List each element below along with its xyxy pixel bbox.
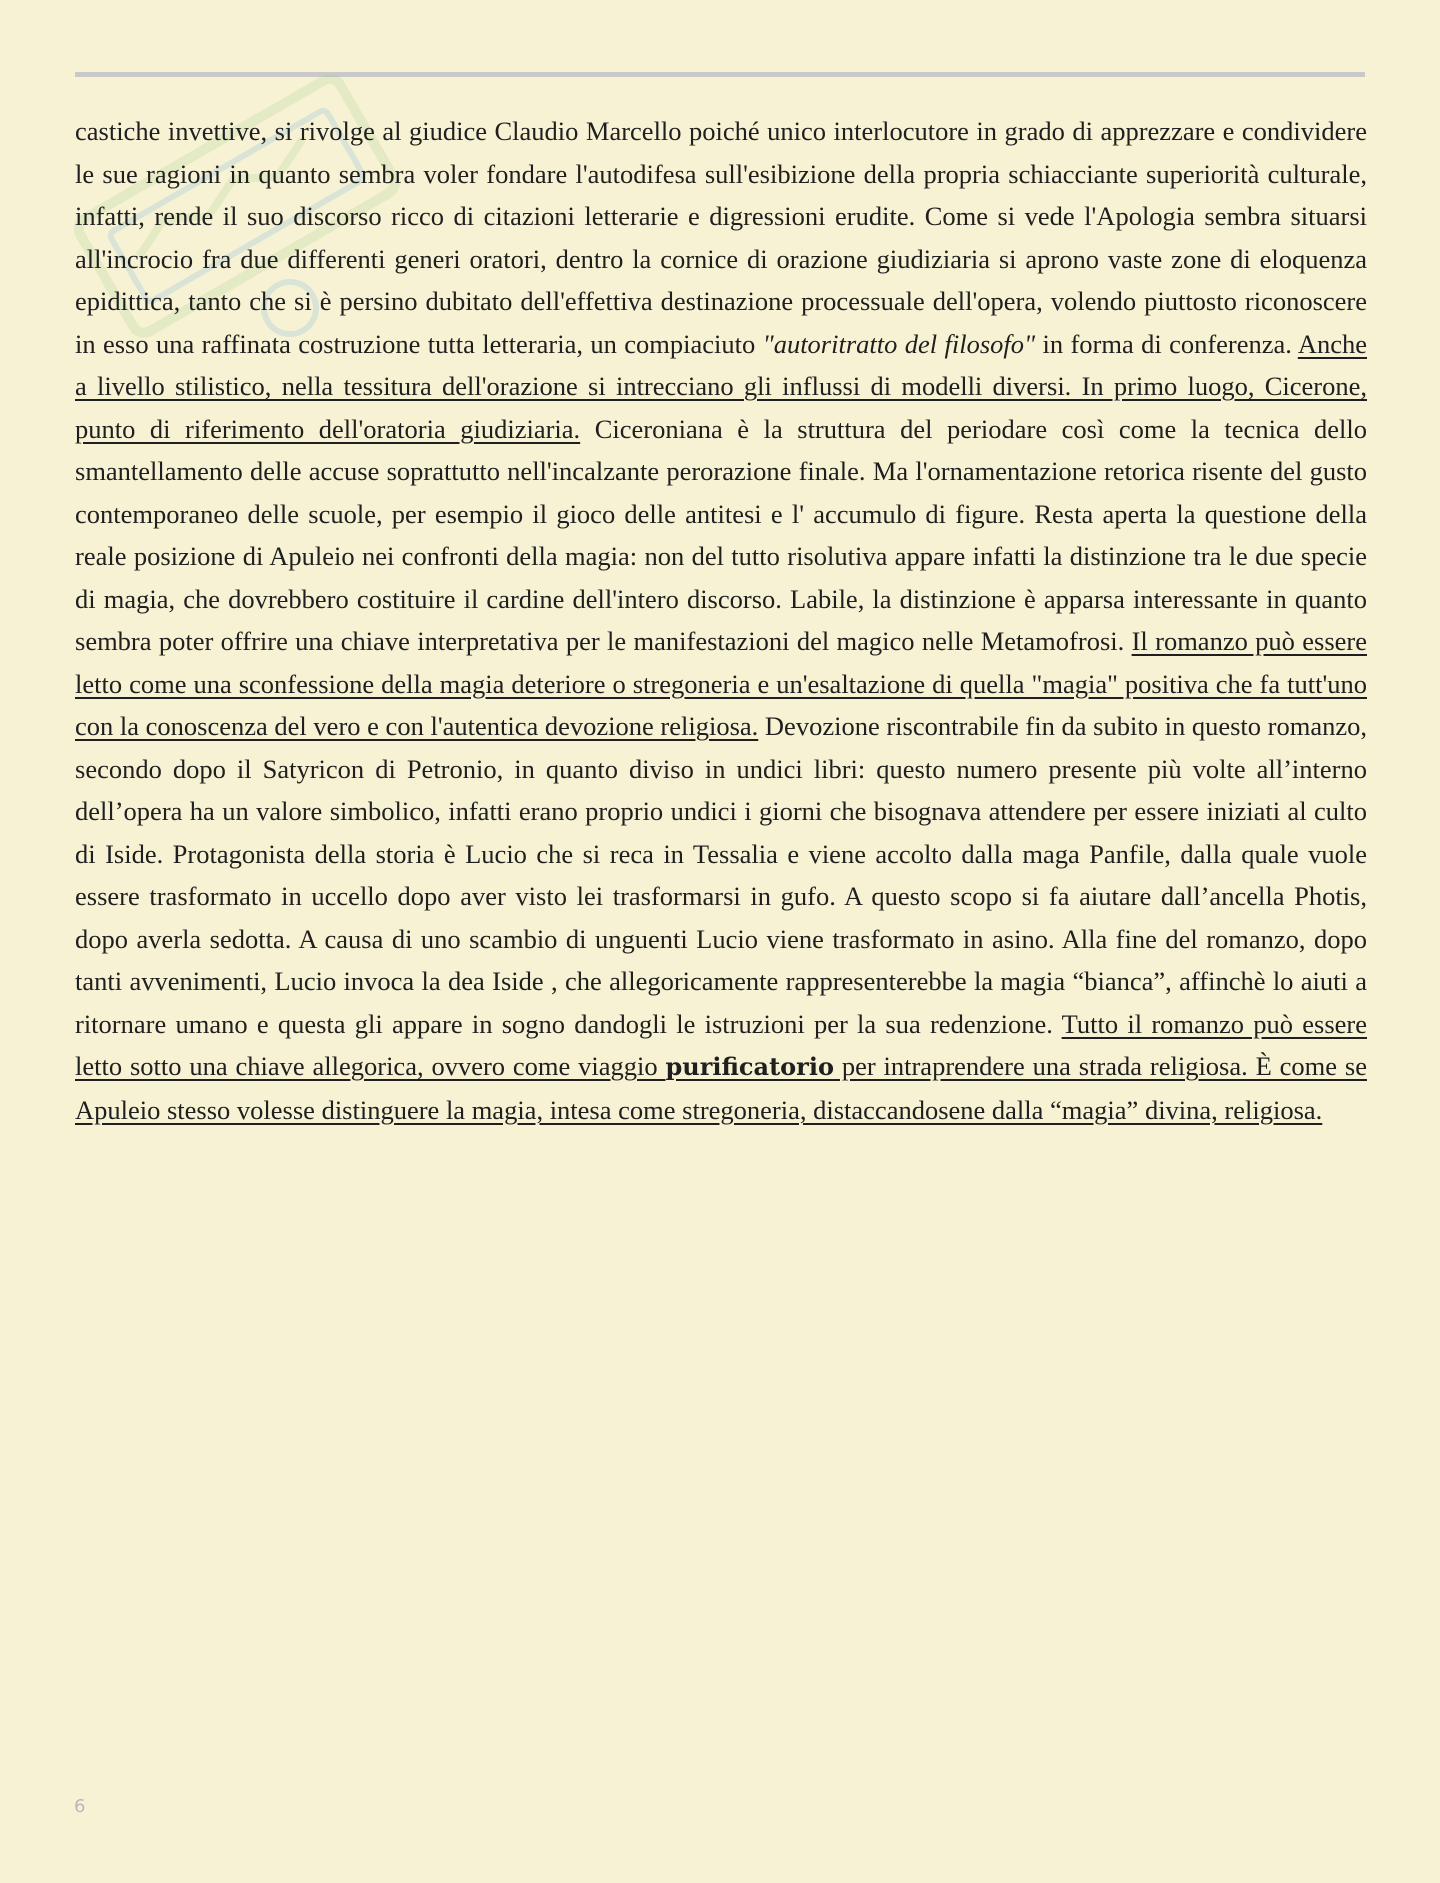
document-body	[75, 110, 1367, 1131]
top-rule	[75, 72, 1365, 77]
text-segment: Ciceroniana è la struttura del periodare così come la tecnica dello smantellamento delle accuse soprattutto nell'incalzante perorazione finale. Ma l'ornamentazione retorica risente del gusto contemporaneo delle scuole, per esempio il gioco delle antitesi e l' accumulo di figure. Resta aperta la questione della reale posizione di Apuleio nei confronti della magia: non del tutto risolutiva appare infatti la distinzione tra le due specie di magia, che dovrebbero costituire il cardine dell'intero discorso. Labile, la distinzione è apparsa interessante in quanto sembra poter offrire una chiave interpretativa per le manifestazioni del magico nelle Metamofrosi.	[75, 413, 1367, 656]
text-segment: in forma di conferenza.	[1035, 328, 1298, 359]
underlined-passage: Anche a livello stilistico, nella tessitura dell'orazione si intrecciano gli influssi di modelli diversi. In primo luogo, Cicerone, punto di riferimento dell'oratoria giudiziaria.	[75, 328, 1367, 444]
underlined-passage: Tutto il romanzo può essere letto sotto una chiave allegorica, ovvero come viaggio	[75, 1008, 1368, 1081]
underlined-passage: Il romanzo può essere letto come una sconfessione della magia deteriore o stregoneria e un'esaltazione di quella "magia" positiva che fa tutt'uno con la conoscenza del vero e con l'autentica devozione religiosa.	[75, 626, 1367, 741]
italic-quote: "autoritratto del filosofo"	[762, 328, 1036, 359]
underlined-passage: per intraprendere una strada religiosa. È come se Apuleio stesso volesse distinguere la magia, intesa come stregoneria, distaccandosene dalla “magia” divina, religiosa.	[75, 1051, 1367, 1125]
bold-underlined-word: purificatorio	[665, 1052, 834, 1081]
text-segment: castiche invettive, si rivolge al giudice Claudio Marcello poiché unico interlocutore in grado di apprezzare e condividere le sue ragioni in quanto sembra voler fondare l'autodifesa sull'esibizione della propria schiacciante superiorità culturale, infatti, rende il suo discorso ricco di citazioni letterarie e digressioni erudite. Come si vede l'Apologia sembra situarsi all'incrocio fra due differenti generi oratori, dentro la cornice di orazione giudiziaria si aprono vaste zone di eloquenza epidittica, tanto che si è persino dubitato dell'effettiva destinazione processuale dell'opera, volendo piuttosto riconoscere in esso una raffinata costruzione tutta letteraria, un compiaciuto	[75, 116, 1367, 359]
page-number: 6	[74, 1796, 86, 1817]
text-segment: Devozione riscontrabile fin da subito in questo romanzo, secondo dopo il Satyricon di Petronio, in quanto diviso in undici libri: questo numero presente più volte all’interno dell’opera ha un valore simbolico, infatti erano proprio undici i giorni che bisognava attendere per essere iniziati al culto di Iside. Protagonista della storia è Lucio che si reca in Tessalia e viene accolto dalla maga Panfile, dalla quale vuole essere trasformato in uccello dopo aver visto lei trasformarsi in gufo. A questo scopo si fa aiutare dall’ancella Photis, dopo averla sedotta. A causa di uno scambio di unguenti Lucio viene trasformato in asino. Alla fine del romanzo, dopo tanti avvenimenti, Lucio invoca la dea Iside , che allegoricamente rappresenterebbe la magia “bianca”, affinchè lo aiuti a ritornare umano e questa gli appare in sogno dandogli le istruzioni per la sua redenzione.	[75, 711, 1367, 1039]
